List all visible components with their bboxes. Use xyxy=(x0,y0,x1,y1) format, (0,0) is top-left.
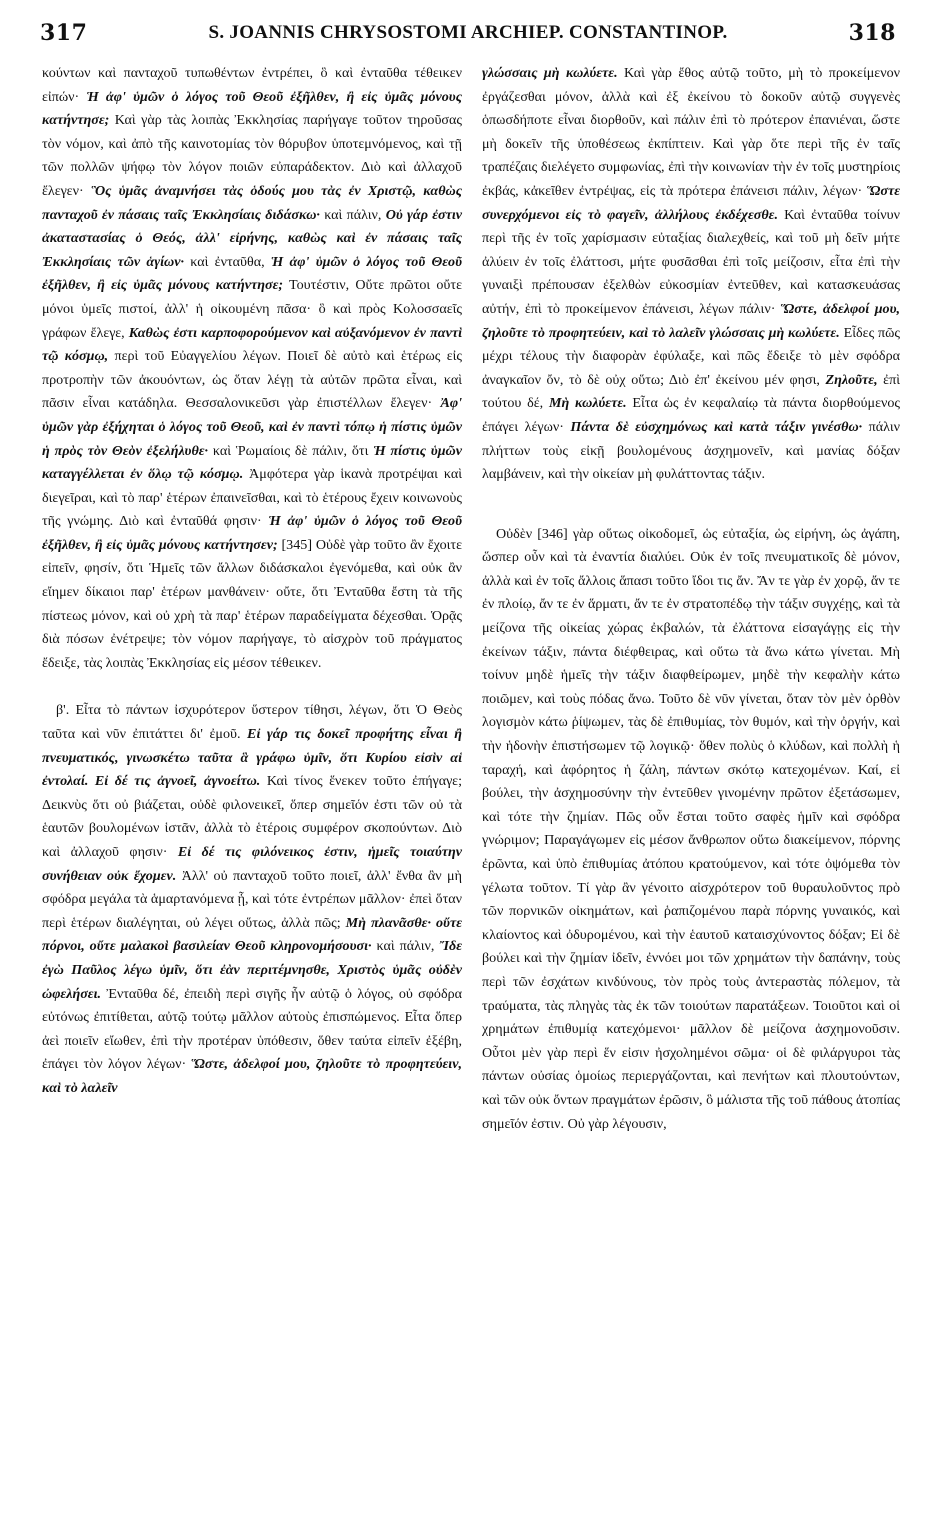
scripture-quote: Καθὼς ἐστι καρποφορούμενον καὶ αὐξανόμενον ἐν παντὶ τῷ κόσμῳ, xyxy=(42,324,462,365)
paragraph-gap xyxy=(42,675,462,699)
scripture-quote: Εἰ δέ τις φιλόνεικος ἐστιν, ἡμεῖς τοιαύτην συνήθειαν οὐκ ἔχομεν. xyxy=(42,844,462,884)
body-text: περὶ τοῦ Εὐαγγελίου λέγων. Ποιεῖ δὲ αὐτὸ καὶ ἑτέρως εἰς προτροπὴν τῶν ἀκουόντων, ὡς ὅταν λέγῃ τὰ αὐτῶν πρῶτα εἶναι, καὶ πᾶσιν εἶναι κατάδηλα. Θεσσαλονικεῦσι γὰρ ἐπιστέλλων ἔλεγεν· xyxy=(42,348,462,412)
body-text: Τουτέστιν, Οὔτε πρῶτοι οὔτε μόνοι ὑμεῖς πιστοί, ἀλλ' ἡ οἰκουμένη πᾶσα· ὃ καὶ πρὸς Κολοσσαεῖς γράφων ἔλεγε, xyxy=(42,277,462,341)
paragraph xyxy=(482,523,900,1136)
body-text: [345] Οὐδὲ γὰρ τοῦτο ἂν ἔχοιτε εἰπεῖν, φησίν, ὅτι Ἡμεῖς τῶν ἄλλων διδάσκαλοι ἐγενόμεθα, καὶ οὐκ ἂν εἴημεν δίκαιοι παρ' ἑτέρων μανθάνειν· οὔτε, ὅτι Ἐνταῦθα ἔστη τὰ τῆς πίστεως μόνον, καὶ οὐ χρὴ τὰ παρ' ἑτέρων παραδείγματα δέχεσθαι. Ὁρᾷς διὰ πόσων ἐνέτρεψε; τὸν νόμον παρήγαγε, τὸ αἰσχρὸν τοῦ πράγματος ἔδειξε, τὰς λοιπὰς Ἐκκλησίας εἰς μέσον τέθεικεν. xyxy=(42,536,463,671)
paragraph xyxy=(42,62,462,675)
body-text: καὶ πάλιν, xyxy=(319,206,386,223)
scripture-quote: Ἴδε ἐγὼ Παῦλος λέγω ὑμῖν, ὅτι ἐὰν περιτέμνησθε, Χριστὸς ὑμᾶς οὐδὲν ὠφελήσει. xyxy=(42,938,463,1002)
body-text: Εἶτα ὡς ἐν κεφαλαίῳ τὰ πάντα διορθούμενος ἐπάγει λέγων· xyxy=(482,395,900,435)
body-text: καὶ ἐνταῦθα, xyxy=(183,253,271,270)
body-text: Καὶ γὰρ τὰς λοιπὰς Ἐκκλησίας παρήγαγε τοῦτον τηροῦσας τὸν νόμον, καὶ ἀπὸ τῆς καινοτομίας τὸν θόρυβον ὑποτεμνόμενος, καὶ τῇ τῶν πολλῶν ψήφῳ τὸν λόγον ποιῶν εὐπαράδεκτον. Διὸ καὶ ἀλλαχοῦ ἔλεγεν· xyxy=(42,112,462,199)
left-column xyxy=(42,62,462,1101)
scripture-quote: Μὴ κωλύετε. xyxy=(548,395,627,412)
scripture-quote: Ζηλοῦτε, xyxy=(825,371,878,388)
scripture-quote: Ὥστε συνερχόμενοι εἰς τὸ φαγεῖν, ἀλλήλους ἐκδέχεσθε. xyxy=(482,182,900,223)
body-text: καὶ Ῥωμαίοις δὲ πάλιν, ὅτι xyxy=(208,442,374,459)
scripture-quote: Ἡ ἀφ' ὑμῶν ὁ λόγος τοῦ Θεοῦ ἐξῆλθεν, ἢ εἰς ὑμᾶς μόνους κατήντησεν; xyxy=(42,513,462,553)
scripture-quote: Εἰ γάρ τις δοκεῖ προφήτης εἶναι ἢ πνευματικός, γινωσκέτω ταῦτα ἃ γράφω ὑμῖν, ὅτι Κυρίου εἰσὶν αἱ ἐντολαί. Εἰ δέ τις ἀγνοεῖ, ἀγνοείτω. xyxy=(42,726,462,790)
scripture-quote: γλώσσαις μὴ κωλύετε. xyxy=(482,65,618,81)
body-text: πάλιν πλήττων τοὺς εἰκῇ βουλομένους ἀσχημονεῖν, καὶ μανίας δόξαν λαμβάνειν, καὶ τὴν οἰκείαν μὴ φυλάττοντας τάξιν. xyxy=(482,418,900,483)
scripture-quote: Οὐ γάρ ἐστιν ἀκαταστασίας ὁ Θεός, ἀλλ' εἰρήνης, καθὼς καὶ ἐν πάσαις ταῖς Ἐκκλησίαις τῶν ἁγίων· xyxy=(42,206,463,270)
scripture-quote: Ἡ ἀφ' ὑμῶν ὁ λόγος τοῦ Θεοῦ ἐξῆλθεν, ἢ εἰς ὑμᾶς μόνους κατήντησε; xyxy=(42,253,462,294)
body-text: Καὶ γὰρ ἔθος αὐτῷ τοῦτο, μὴ τὸ προκείμενον ἐργάζεσθαι μόνον, ἀλλὰ καὶ ἐξ ἐκείνου τὸ δοκοῦν αὐτῷ συγγενὲς ὁπωσδήποτε εἶναι διορθοῦν, καὶ πάλιν ἐπὶ τὸ πρότερον ἐπανιέναι, ὥστε μὴ δοκεῖν τῆς ὑποθέσεως ἐκπίπτειν. Καὶ γὰρ ὅτε περὶ τῆς ἐν ταῖς τραπέζαις διελέγετο συμφωνίας, ἐπὶ τὴν κοινωνίαν τὴν ἐν τοῖς μυστηρίοις ἐκβάς, κἀκεῖθεν ἐντρέψας, εἰς τὰ πρότερα ἐπάνεισι πάλιν, λέγων· xyxy=(482,65,900,199)
page-number-right: 318 xyxy=(848,20,896,46)
body-text: Καὶ τίνος ἕνεκεν τοῦτο ἐπήγαγε; Δεικνὺς ὅτι οὐ βιάζεται, οὐδὲ φιλονεικεῖ, ὅπερ σημεῖόν ἐστι τῶν οὐ τὰ ἑαυτῶν βουλομένων ἱστᾶν, ἀλλὰ τὸ ἑτέροις συμφέρον σκοπούντων. Διὸ καὶ ἀλλαχοῦ φησιν· xyxy=(42,773,462,860)
paragraph-gap xyxy=(482,487,900,523)
body-text: Ἀλλ' οὐ πανταχοῦ τοῦτο ποιεῖ, ἀλλ' ἔνθα ἂν μὴ σφόδρα μεγάλα τὰ ἁμαρτανόμενα ᾖ, καὶ τότε ἐντρέπων μᾶλλον· ἐπεὶ ὅταν περὶ ἑτέρων διαλέγηται, οὐ λέγει οὕτως, ἀλλὰ πῶς; xyxy=(42,867,462,931)
body-text: Οὐδὲν [346] γὰρ οὕτως οἰκοδομεῖ, ὡς εὐταξία, ὡς εἰρήνη, ὡς ἀγάπη, ὥσπερ οὖν καὶ τὰ ἐναντία διαλύει. Οὐκ ἐν τοῖς πνευματικοῖς δὲ μόνον, ἀλλὰ καὶ ἐν τοῖς ἄλλοις ἅπασι τοῦτο ἴδοι τις ἄν. Ἄν τε γὰρ ἐν χορῷ, ἄν τε ἐν πλοίῳ, ἄν τε ἐν ἅρματι, ἄν τε ἐν στρατοπέδῳ τὴν τάξιν συγχέῃς, καὶ τὰ μείζονα τῆς οἰκείας χώρας ἐκβαλών, τὰ ἐλάττονα εἰσαγάγῃς εἰς τὴν ἐκείνων τάξιν, πάντα διέφθειρας, καὶ οὕτω τὰ ἄνω κάτω γίνεται. Μὴ τοίνυν μηδὲ ἡμεῖς τὴν τάξιν διαφθείρωμεν, μηδὲ τὴν κεφαλὴν κάτω ποιῶμεν, καὶ τοὺς πόδας ἄνω. Τοῦτο δὲ νῦν γίνεται, ὅταν τὸν μὲν ὀρθὸν λογισμὸν κάτω ῥίψωμεν, τὰς δὲ ἐπιθυμίας, τὸν θυμόν, καὶ τὴν ὀργήν, καὶ τὴν ἡδονὴν ἐπιστήσωμεν τῷ λογικῷ· ὅθεν πολὺς ὁ κλύδων, καὶ πολλὴ ἡ ταραχή, καὶ ἀφόρητος ἡ ζάλη, πάντων σκότῳ κατεχομένων. Καί, εἰ βούλει, τὴν ἀσχημοσύνην τὴν ἐντεῦθεν γινομένην πρῶτον ἐξετάσωμεν, καὶ τότε τὴν ζημίαν. Πῶς οὖν ἔσται τοῦτο σαφὲς ἡμῖν καὶ σφόδρα γνώριμον; Παραγάγωμεν εἰς μέσον ἄνθρωπον οὕτω διακείμενον, πόρνης ἐρῶντα, καὶ ὑπὸ ἐπιθυμίας ἀτόπου κρατούμενον, καὶ τότε ὀψόμεθα τὸν γέλωτα τοῦτον. Τί γὰρ ἂν γένοιτο αἰσχρότερον τοῦ θυραυλοῦντος πρὸ τῶν πορνικῶν οἰκημάτων, καὶ ῥαπιζομένου παρὰ πόρνης γυναικός, καὶ κλαίοντος καὶ ὀδυρομένου, καὶ τὴν ἑαυτοῦ καταισχύνοντος δόξαν; Εἰ δὲ βούλει καὶ τὴν ζημίαν ἰδεῖν, ἐννόει μοι τῶν χρημάτων τὴν δαπάνην, τοὺς περὶ τῶν ἐσχάτων κινδύνους, τὸν πρὸς τοὺς ἀντεραστὰς πόλεμον, τὰ τραύματα, τὰς πληγὰς τὰς ἐκ τῶν τοιούτων παρατάξεων. Τοιοῦτοι καὶ οἱ χρημάτων ἐπιθυμίᾳ κατεχόμενοι· μᾶλλον δὲ μείζονα ἀσχημονοῦσιν. Οὗτοι μὲν γὰρ περὶ ἕν εἰσιν ἠσχολημένοι σῶμα· οἱ δὲ φιλάργυροι τὰς πάντων οὐσίας ὁμοίως περιεργάζονται, καὶ πενήτων καὶ πλουτούντων, καὶ τῶν οὐκ ὄντων πραγμάτων ἐρῶσιν, ὃ μάλιστα τῆς τοῦ πάθους ἀτοπίας σημεῖόν ἐστιν. Οὐ γὰρ λέγουσιν, xyxy=(482,525,900,1132)
body-text: Εἶδες πῶς μέχρι τέλους τὴν διαφορὰν ἐφύλαξε, καὶ πῶς ἔδειξε τὸ μὲν σφόδρα ἀναγκαῖον ὄν, τὸ δὲ οὐχ οὕτω; Διὸ ἐπ' ἐκείνου μέν φησι, xyxy=(482,324,901,388)
running-title: S. JOANNIS CHRYSOSTOMI ARCHIEP. CONSTANTINOP. xyxy=(208,22,728,43)
scripture-quote: Ἀφ' ὑμῶν γὰρ ἐξήχηται ὁ λόγος τοῦ Θεοῦ, καὶ ἐν παντὶ τόπῳ ἡ πίστις ὑμῶν ἡ πρὸς τὸν Θεὸν ἐξελήλυθε· xyxy=(42,395,462,459)
body-text: Ἀμφότερα γὰρ ἱκανὰ προτρέψαι καὶ διεγεῖραι, καὶ τὸ παρ' ἑτέρων ἐπαινεῖσθαι, καὶ τὸ ἑτέρους ἔχειν κοινωνοὺς τῆς γνώμης. Διὸ καὶ ἐνταῦθά φησιν· xyxy=(42,466,462,530)
scripture-quote: Ὥστε, ἀδελφοί μου, ζηλοῦτε τὸ προφητεύειν, καὶ τὸ λαλεῖν xyxy=(42,1056,462,1096)
body-text: β'. Εἶτα τὸ πάντων ἰσχυρότερον ὕστερον τίθησι, λέγων, ὅτι Ὁ Θεὸς ταῦτα καὶ νῦν ἐπιτάττει δι' ἐμοῦ. xyxy=(42,702,462,743)
scripture-quote: Ὥστε, ἀδελφοί μου, ζηλοῦτε τὸ προφητεύειν, καὶ τὸ λαλεῖν γλώσσαις μὴ κωλύετε. xyxy=(482,300,901,341)
page-number-left: 317 xyxy=(40,20,88,46)
scripture-quote: Πάντα δὲ εὐσχημόνως καὶ κατὰ τάξιν γινέσθω· xyxy=(570,418,863,435)
scripture-quote: Μὴ πλανᾶσθε· οὔτε πόρνοι, οὔτε μαλακοὶ βασιλείαν Θεοῦ κληρονομήσουσι· xyxy=(42,914,462,955)
paragraph xyxy=(482,62,900,487)
scripture-quote: Ἡ πίστις ὑμῶν καταγγέλλεται ἐν ὅλῳ τῷ κόσμῳ. xyxy=(42,442,462,483)
scripture-quote: Ἡ ἀφ' ὑμῶν ὁ λόγος τοῦ Θεοῦ ἐξῆλθεν, ἢ εἰς ὑμᾶς μόνους κατήντησε; xyxy=(42,88,462,129)
paragraph xyxy=(42,699,462,1100)
body-text: Ἐνταῦθα δέ, ἐπειδὴ περὶ σιγῆς ἦν αὐτῷ ὁ λόγος, οὐ σφόδρα εὐτόνως ἐπιτίθεται, αὐτῷ τούτῳ μᾶλλον αὐτοὺς ἐπισπώμενος. Εἶτα ὅπερ ἀεὶ ποιεῖν εἴωθεν, ἐπὶ τὴν προτέραν ὑπόθεσιν, ὅθεν ταύτα εἰπεῖν ἐξέβη, ἐπάγει τὸν λόγον λέγων· xyxy=(42,985,462,1073)
running-header xyxy=(40,16,896,52)
scripture-quote: Ὃς ὑμᾶς ἀναμνήσει τὰς ὁδούς μου τὰς ἐν Χριστῷ, καθὼς πανταχοῦ ἐν πάσαις ταῖς Ἐκκλησίαις διδάσκω· xyxy=(42,182,462,223)
body-text: κούντων καὶ πανταχοῦ τυπωθέντων ἐντρέπει, ὃ καὶ ἐνταῦθα τέθεικεν εἰπών· xyxy=(42,65,462,105)
body-text: καὶ πάλιν, xyxy=(371,938,440,955)
body-text: ἐπὶ τούτου δέ, xyxy=(482,371,900,412)
body-text: Καὶ ἐνταῦθα τοίνυν περὶ τῆς ἐν τοῖς χαρίσμασιν εὐταξίας διαλεχθείς, καὶ τοῦ μὴ δεῖν μήτε ἀλύειν ἐν τοῖς ἐλάττοσι, μήτε φυσᾶσθαι ἐπὶ τοῖς μείζοσιν, εἶτα ἐπὶ τὴν γυναιξὶ πρέπουσαν ἐξελθὼν εὐκοσμίαν ἐντεῦθεν, καὶ κατασκευάσας αὐτήν, ἐπὶ τὸ προκείμενον ἐπάνεισι, λέγων πάλιν· xyxy=(482,206,901,317)
right-column xyxy=(482,62,900,1136)
